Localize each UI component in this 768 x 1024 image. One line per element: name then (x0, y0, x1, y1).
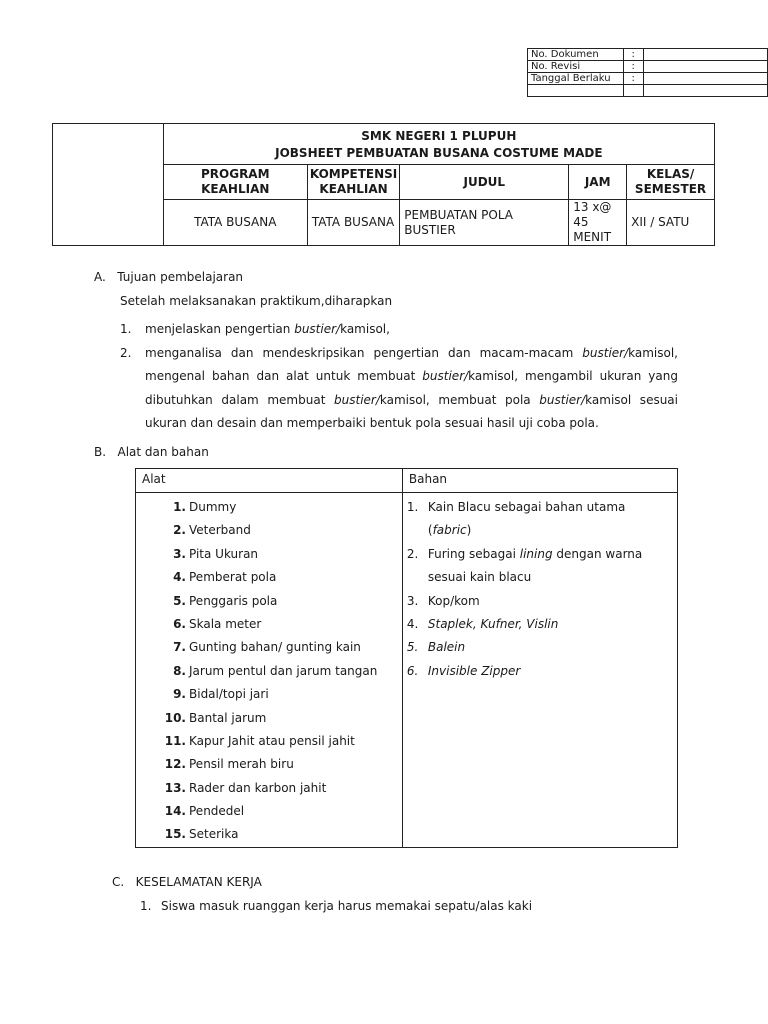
list-text: Penggaris pola (189, 593, 278, 608)
list-number: 1. (120, 322, 132, 336)
list-text: Pita Ukuran (189, 546, 259, 561)
alat-item (160, 496, 402, 519)
header-title-cell (163, 124, 714, 165)
list-item (140, 896, 532, 916)
doc-control-row (528, 73, 768, 85)
col-kompetensi-keahlian: KOMPETENSI KEAHLIAN (307, 165, 399, 200)
alat-item (160, 660, 402, 683)
bahan-item (407, 543, 671, 590)
alat-header: Alat (136, 469, 403, 493)
value-kompetensi-keahlian: TATA BUSANA (307, 200, 399, 246)
italic-term: bustier/ (422, 369, 469, 383)
alat-cell (136, 493, 403, 848)
alat-item (160, 753, 402, 776)
doc-control-row (528, 49, 768, 61)
alat-item (160, 566, 402, 589)
section-c-heading: C. KESELAMATAN KERJA (112, 875, 262, 889)
doc-control-row (528, 61, 768, 73)
text-segment: kamisol, mengambil ukuran yang dibutuhkan dalam membuat (145, 369, 678, 407)
bahan-list (407, 496, 671, 683)
list-number: 7. (173, 640, 186, 655)
school-name: SMK NEGERI 1 PLUPUH (361, 128, 517, 143)
alat-item (160, 519, 402, 542)
doc-control-value (643, 85, 767, 97)
section-a-intro: Setelah melaksanakan praktikum,diharapkan (120, 294, 393, 308)
col-jam: JAM (569, 165, 627, 200)
italic-term: Invisible Zipper (427, 663, 521, 678)
alat-item (160, 613, 402, 636)
list-text: Bantal jarum (189, 710, 267, 725)
list-text: Pendedel (189, 804, 245, 819)
list-number: 15. (164, 827, 186, 842)
bahan-item (407, 496, 671, 543)
alat-item (160, 823, 402, 846)
doc-control-label: Tanggal Berlaku (528, 73, 624, 85)
doc-control-value (643, 61, 767, 73)
text-segment: Kop/kom (427, 593, 480, 608)
text-segment: menganalisa dan mendeskripsikan pengertian dan macam-macam (145, 345, 583, 360)
list-text: Veterband (189, 523, 251, 538)
list-number: 3. (406, 593, 419, 608)
tools-materials-table (135, 468, 678, 848)
doc-control-label: No. Revisi (528, 61, 624, 73)
doc-control-separator (623, 85, 643, 97)
list-number: 6. (406, 663, 419, 678)
objective-list (120, 318, 678, 436)
list-text: Bidal/topi jari (189, 687, 269, 702)
doc-control-label: No. Dokumen (528, 49, 624, 61)
alat-item (160, 730, 402, 753)
jobsheet-header-table (52, 123, 715, 246)
alat-item (160, 707, 402, 730)
list-text: Pensil merah biru (189, 757, 294, 772)
list-text: Pemberat pola (189, 570, 277, 585)
list-text: Siswa masuk ruanggan kerja harus memakai sepatu/alas kaki (161, 899, 533, 913)
text-segment: kamisol, mengenal bahan dan alat untuk membuat (145, 345, 678, 383)
alat-item (160, 590, 402, 613)
doc-control-separator: : (623, 61, 643, 73)
doc-control-value (643, 49, 767, 61)
list-number: 5. (173, 593, 186, 608)
italic-term: bustier/ (539, 392, 586, 407)
list-text: Skala meter (189, 616, 262, 631)
list-item (120, 342, 678, 436)
text-segment: dengan warna sesuai kain blacu (427, 546, 643, 585)
value-jam: 13 x@ 45 MENIT (569, 200, 627, 246)
doc-control-row (528, 85, 768, 97)
list-text: Dummy (189, 500, 237, 514)
value-kelas-semester: XII / SATU (627, 200, 715, 246)
bahan-item (407, 636, 671, 659)
list-number: 12. (164, 757, 186, 772)
text-segment: kamisol, (340, 322, 390, 336)
italic-term: Balein (427, 640, 466, 655)
jobsheet-title: JOBSHEET PEMBUATAN BUSANA COSTUME MADE (275, 145, 603, 160)
alat-list (160, 496, 402, 847)
list-text: Kapur Jahit atau pensil jahit (189, 733, 355, 748)
list-number: 14. (164, 804, 186, 819)
alat-item (160, 800, 402, 823)
list-number: 2. (173, 523, 186, 538)
italic-term: bustier/ (294, 322, 341, 336)
logo-cell (53, 124, 164, 246)
list-number: 3. (173, 546, 186, 561)
list-number: 4. (173, 570, 186, 585)
list-text: Jarum pentul dan jarum tangan (189, 663, 378, 678)
bahan-item (407, 660, 671, 683)
list-text: Gunting bahan/ gunting kain (189, 640, 361, 655)
list-number: 1. (406, 500, 419, 514)
italic-term: bustier/ (334, 392, 380, 407)
section-a-heading: A. Tujuan pembelajaran (94, 270, 244, 284)
text-segment: ) (466, 523, 472, 538)
list-number: 11. (164, 733, 186, 748)
list-text: Seterika (189, 827, 239, 842)
alat-item (160, 777, 402, 800)
text-segment: kamisol sesuai ukuran dan desain dan memperbaiki bentuk pola sesuai hasil uji coba pola. (145, 392, 678, 430)
bahan-item (407, 590, 671, 613)
doc-control-label (528, 85, 624, 97)
list-item (120, 318, 678, 342)
alat-item (160, 636, 402, 659)
list-number: 4. (406, 617, 419, 632)
doc-control-separator: : (623, 49, 643, 61)
list-number: 2. (406, 546, 419, 561)
list-number: 1. (140, 899, 152, 913)
col-judul: JUDUL (400, 165, 569, 200)
text-segment: kamisol, membuat pola (379, 392, 540, 407)
text-segment: Kain Blacu sebagai bahan utama ( (427, 500, 626, 538)
col-kelas-semester: KELAS/ SEMESTER (627, 165, 715, 200)
bahan-header: Bahan (402, 469, 677, 493)
text-segment: menjelaskan pengertian (145, 322, 295, 336)
bahan-item (407, 613, 671, 636)
list-number: 2. (120, 345, 132, 360)
italic-term: fabric (432, 523, 467, 538)
list-number: 9. (173, 687, 186, 702)
value-judul: PEMBUATAN POLA BUSTIER (400, 200, 569, 246)
list-number: 8. (173, 663, 186, 678)
doc-control-value (643, 73, 767, 85)
list-number: 10. (164, 710, 186, 725)
list-number: 13. (164, 780, 186, 795)
col-program-keahlian: PROGRAM KEAHLIAN (163, 165, 307, 200)
doc-control-separator: : (623, 73, 643, 85)
list-number: 5. (406, 640, 419, 655)
italic-term: bustier/ (582, 345, 629, 360)
list-text: Rader dan karbon jahit (189, 780, 327, 795)
italic-term: Staplek, Kufner, Vislin (427, 617, 559, 632)
alat-item (160, 683, 402, 706)
bahan-cell (402, 493, 677, 848)
alat-item (160, 543, 402, 566)
safety-list (140, 896, 532, 916)
value-program-keahlian: TATA BUSANA (163, 200, 307, 246)
list-number: 1. (173, 500, 186, 514)
section-b-heading: B. Alat dan bahan (94, 445, 209, 459)
text-segment: Furing sebagai (427, 546, 520, 561)
italic-term: lining (519, 546, 553, 561)
list-number: 6. (173, 616, 186, 631)
document-control-table (527, 48, 768, 97)
